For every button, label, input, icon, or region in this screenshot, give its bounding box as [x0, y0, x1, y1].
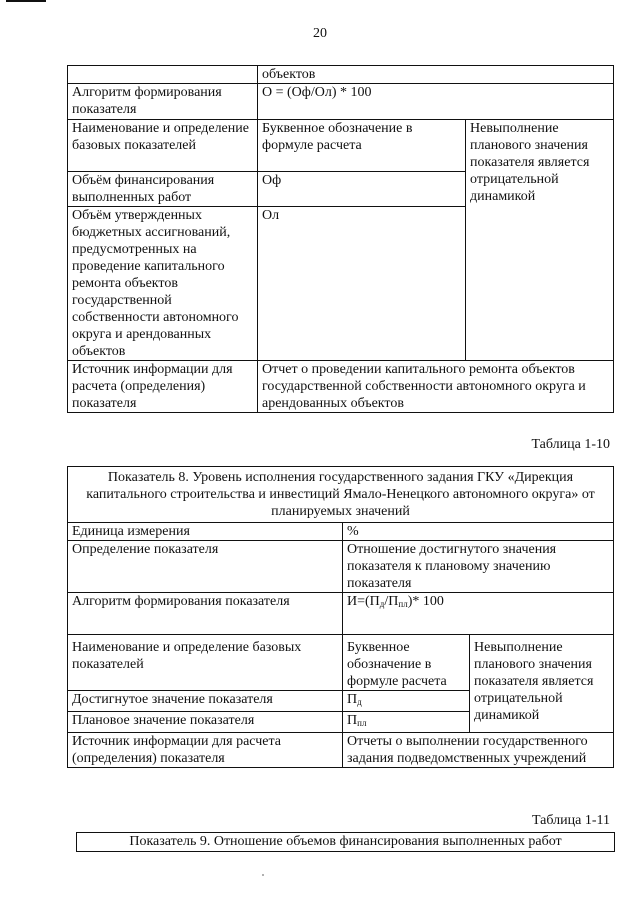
table-row — [68, 361, 614, 413]
table-row — [68, 733, 614, 768]
table-1-10 — [67, 466, 614, 768]
cell-base-names-label: Наименование и определение базовых показателей — [68, 120, 258, 172]
table-row — [68, 523, 614, 541]
table-row — [68, 593, 614, 635]
table-row — [68, 541, 614, 593]
cell-planned-symbol: $П_{пл}$ — [343, 712, 470, 733]
page-number: 20 — [313, 26, 327, 41]
cell-allocations-label: Объём утвержденных бюджетных ассигнований, предусмотренных на проведение капитального ремонта объектов государственной собственности автономного округа и арендованных объектов — [68, 207, 258, 361]
cell-achieved-symbol: $П_д$ — [343, 691, 470, 712]
table-1-9-continuation — [67, 65, 614, 413]
cell-source-label: Источник информации для расчета (определения) показателя — [68, 733, 343, 768]
cell-unit-label: Единица измерения — [68, 523, 343, 541]
table-row — [68, 84, 614, 120]
cell-financing-label: Объём финансирования выполненных работ — [68, 172, 258, 207]
top-rule — [6, 0, 46, 2]
cell-base-names-label: Наименование и определение базовых показателей — [68, 635, 343, 691]
cell-source-label: Источник информации для расчета (определения) показателя — [68, 361, 258, 413]
scan-speck — [262, 874, 264, 876]
table-row — [68, 66, 614, 84]
cell-source-value: Отчет о проведении капитального ремонта объектов государственной собственности автономного округа и арендованных объектов — [258, 361, 614, 413]
cell-letter-designation: Буквенное обозначение в формуле расчета — [343, 635, 470, 691]
cell-letter-designation: Буквенное обозначение в формуле расчета — [258, 120, 466, 172]
cell-financing-symbol: Оф — [258, 172, 466, 207]
indicator-9-header: Показатель 9. Отношение объемов финансирования выполненных работ — [76, 832, 615, 852]
cell-source-value: Отчеты о выполнении государственного задания подведомственных учреждений — [343, 733, 614, 768]
table-row — [68, 467, 614, 523]
cell-objects: объектов — [258, 66, 614, 84]
cell-planned-label: Плановое значение показателя — [68, 712, 343, 733]
cell-definition-label: Определение показателя — [68, 541, 343, 593]
cell-achieved-label: Достигнутое значение показателя — [68, 691, 343, 712]
table-row — [68, 635, 614, 691]
indicator-8-header: Показатель 8. Уровень исполнения государственного задания ГКУ «Дирекция капитального строительства и инвестиций Ямало-Ненецкого автономного округа» от планируемых значений — [68, 467, 614, 523]
cell-dynamics-note: Невыполнение планового значения показателя является отрицательной динамикой — [470, 635, 614, 733]
cell-allocations-symbol: Ол — [258, 207, 466, 361]
cell-algorithm-formula: О = (Оф/Ол) * 100 — [258, 84, 614, 120]
table-caption: Таблица 1-10 — [531, 437, 610, 452]
cell-unit-value: % — [343, 523, 614, 541]
cell-algorithm-label: Алгоритм формирования показателя — [68, 593, 343, 635]
table-caption: Таблица 1-11 — [531, 813, 610, 828]
cell-algorithm-label: Алгоритм формирования показателя — [68, 84, 258, 120]
cell-definition-value: Отношение достигнутого значения показателя к плановому значению показателя — [343, 541, 614, 593]
table-row — [68, 120, 614, 172]
cell-dynamics-note: Невыполнение планового значения показателя является отрицательной динамикой — [466, 120, 614, 361]
cell-algorithm-formula: $И=(П_д/П_{пл})*$ 100 — [343, 593, 614, 635]
